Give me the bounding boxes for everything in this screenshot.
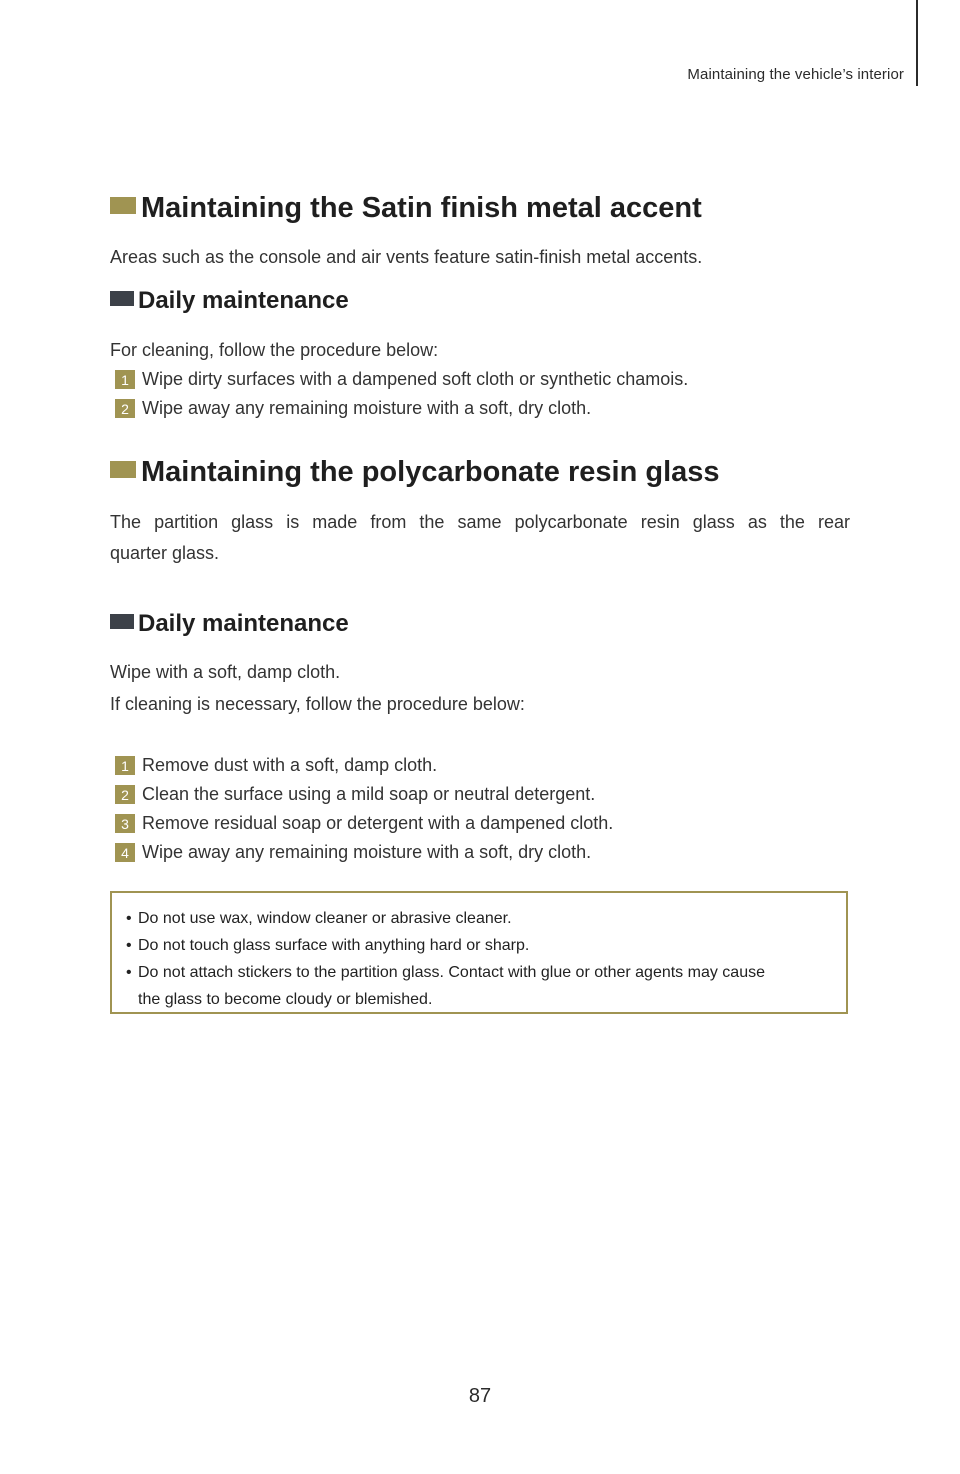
subheading-square-icon — [110, 291, 134, 306]
step-number-badge: 1 — [115, 756, 135, 775]
caution-item — [126, 959, 836, 986]
intro-line: quarter glass. — [110, 543, 220, 563]
caution-box — [110, 891, 848, 1014]
subheading-daily-maintenance — [110, 287, 349, 315]
bullet: • — [126, 964, 132, 981]
section-title: Maintaining the Satin finish metal accent — [141, 192, 702, 224]
procedure-step — [115, 398, 591, 419]
step-text: Clean the surface using a mild soap or neutral detergent. — [142, 784, 596, 804]
intro-line: The partition glass is made from the same polycarbonate resin glass as the rear — [110, 512, 850, 532]
step-text: Wipe away any remaining moisture with a soft, dry cloth. — [142, 842, 592, 862]
caution-text: the glass to become cloudy or blemished. — [138, 991, 433, 1008]
subheading-title: Daily maintenance — [138, 610, 349, 637]
caution-item-continuation — [126, 986, 836, 1013]
subheading-title: Daily maintenance — [138, 287, 349, 314]
step-text: Remove residual soap or detergent with a dampened cloth. — [142, 813, 614, 833]
caution-item — [126, 932, 836, 959]
procedure-step — [115, 784, 595, 805]
caution-text: Do not touch glass surface with anything hard or sharp. — [138, 937, 530, 954]
step-text: Wipe away any remaining moisture with a soft, dry cloth. — [142, 398, 592, 418]
step-number-badge: 1 — [115, 370, 135, 389]
procedure-step — [115, 842, 591, 863]
page-number: 87 — [468, 1385, 492, 1407]
section-heading-satin — [110, 192, 702, 225]
caution-text: Do not attach stickers to the partition glass. Contact with glue or other agents may cause — [138, 964, 765, 981]
section-intro: Areas such as the console and air vents feature satin-finish metal accents. — [110, 247, 703, 267]
step-number-badge: 2 — [115, 785, 135, 804]
step-text: Remove dust with a soft, damp cloth. — [142, 755, 438, 775]
step-text: Wipe dirty surfaces with a dampened soft cloth or synthetic chamois. — [142, 369, 689, 389]
heading-square-icon — [110, 197, 136, 214]
step-number-badge: 2 — [115, 399, 135, 418]
header-title: Maintaining the vehicle’s interior — [687, 66, 904, 83]
header-rule — [916, 0, 918, 86]
caution-item — [126, 905, 836, 932]
procedure-step — [115, 813, 613, 834]
procedure-step — [115, 369, 688, 390]
bullet-spacer — [126, 986, 138, 1013]
section-title: Maintaining the polycarbonate resin glass — [141, 456, 720, 488]
caution-text: Do not use wax, window cleaner or abrasive cleaner. — [138, 910, 512, 927]
section-heading-polycarbonate — [110, 456, 720, 489]
procedure-step — [115, 755, 437, 776]
instruction-line: Wipe with a soft, damp cloth. — [110, 662, 341, 682]
subheading-daily-maintenance — [110, 610, 349, 638]
heading-square-icon — [110, 461, 136, 478]
section-intro — [110, 507, 850, 569]
bullet: • — [126, 910, 132, 927]
step-number-badge: 4 — [115, 843, 135, 862]
subheading-square-icon — [110, 614, 134, 629]
bullet: • — [126, 937, 132, 954]
step-number-badge: 3 — [115, 814, 135, 833]
instruction-line: If cleaning is necessary, follow the procedure below: — [110, 694, 525, 714]
procedure-lead: For cleaning, follow the procedure below: — [110, 340, 439, 360]
